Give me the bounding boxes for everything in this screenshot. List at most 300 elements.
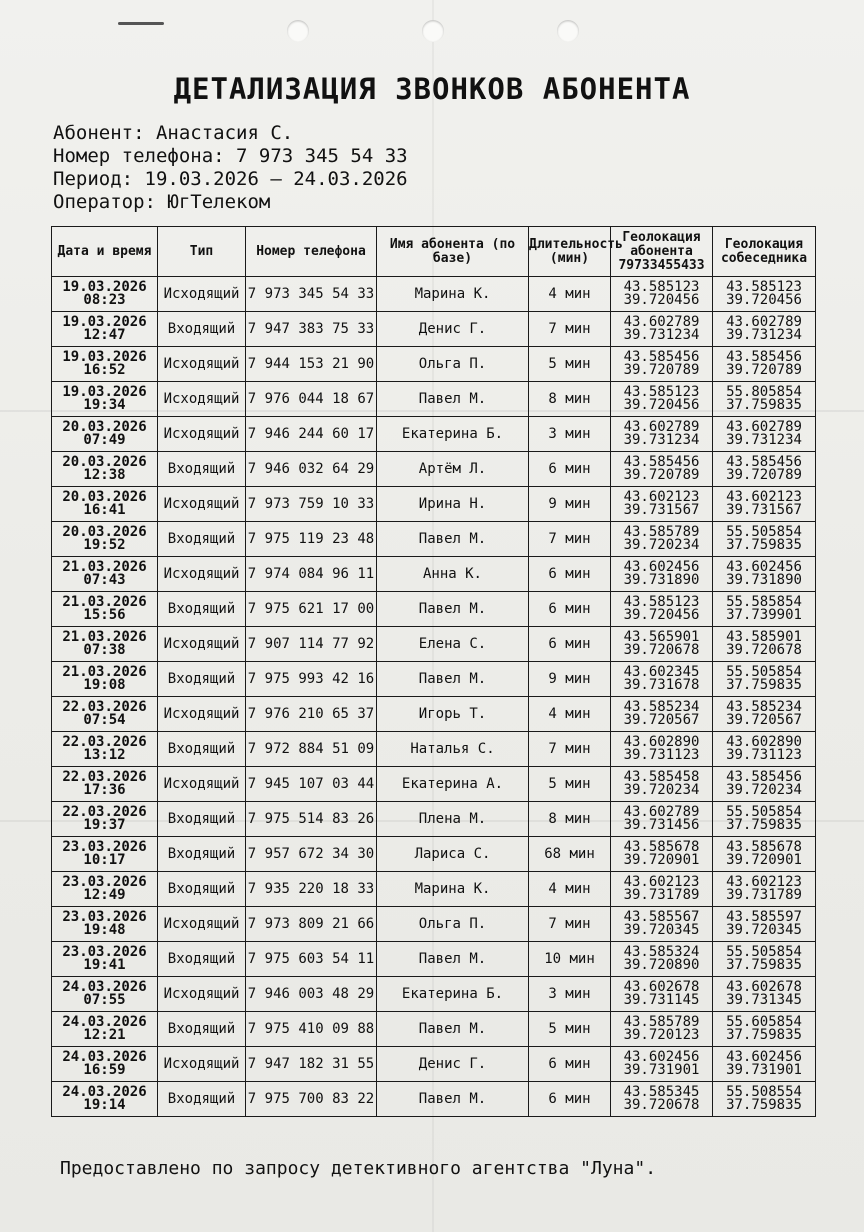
- cell-time: 12:38: [83, 467, 126, 483]
- cell-time: 19:52: [83, 537, 126, 553]
- cell-geo-partner: [713, 557, 816, 592]
- cell-phone: 7 975 621 17 00: [246, 592, 377, 627]
- table-row: [52, 1082, 816, 1117]
- geo-latitude: 43.602123: [726, 874, 802, 890]
- geo-latitude: 43.602789: [726, 314, 802, 330]
- geo-longitude: 39.731890: [623, 572, 700, 588]
- document-title: ДЕТАЛИЗАЦИЯ ЗВОНКОВ АБОНЕНТА: [173, 72, 691, 106]
- cell-name: Марина К.: [377, 277, 529, 312]
- cell-name: Ольга П.: [377, 347, 529, 382]
- geo-latitude: 43.602678: [623, 979, 700, 995]
- geo-longitude: 39.731567: [726, 502, 802, 518]
- table-row: [52, 732, 816, 767]
- cell-datetime: [52, 277, 158, 312]
- geo-longitude: 39.731901: [726, 1062, 802, 1078]
- cell-phone: 7 975 700 83 22: [246, 1082, 377, 1117]
- cell-datetime: [52, 977, 158, 1012]
- geo-latitude: 43.602456: [623, 559, 700, 575]
- cell-geo-partner: [713, 277, 816, 312]
- cell-datetime: [52, 522, 158, 557]
- table-header-row: [52, 227, 816, 277]
- cell-duration: 7 мин: [529, 312, 611, 347]
- geo-longitude: 37.759835: [726, 397, 802, 413]
- cell-duration: 3 мин: [529, 977, 611, 1012]
- cell-geo-partner: [713, 452, 816, 487]
- geo-latitude: 43.585456: [623, 454, 700, 470]
- cell-phone: 7 975 514 83 26: [246, 802, 377, 837]
- geo-latitude: 43.585597: [726, 909, 802, 925]
- cell-geo-partner: [713, 312, 816, 347]
- cell-name: Екатерина А.: [377, 767, 529, 802]
- geo-latitude: 55.605854: [726, 1014, 802, 1030]
- cell-name: Плена М.: [377, 802, 529, 837]
- cell-datetime: [52, 802, 158, 837]
- table-row: [52, 557, 816, 592]
- cell-phone: 7 945 107 03 44: [246, 767, 377, 802]
- cell-phone: 7 946 244 60 17: [246, 417, 377, 452]
- subscriber-name: Абонент: Анастасия С.: [53, 122, 294, 144]
- geo-longitude: 39.720456: [726, 292, 802, 308]
- cell-geo-partner: [713, 627, 816, 662]
- geo-longitude: 39.720234: [726, 782, 802, 798]
- cell-time: 19:41: [83, 957, 126, 973]
- cell-geo-subscriber: [611, 837, 713, 872]
- cell-name: Игорь Т.: [377, 697, 529, 732]
- cell-date: 24.03.2026: [62, 1014, 147, 1030]
- punch-hole: [422, 20, 444, 42]
- cell-duration: 6 мин: [529, 1047, 611, 1082]
- cell-datetime: [52, 592, 158, 627]
- cell-geo-partner: [713, 662, 816, 697]
- table-row: [52, 312, 816, 347]
- cell-time: 07:54: [83, 712, 126, 728]
- geo-longitude: 39.731234: [726, 432, 802, 448]
- cell-date: 24.03.2026: [62, 979, 147, 995]
- cell-type: Входящий: [158, 732, 246, 767]
- cell-phone: 7 975 603 54 11: [246, 942, 377, 977]
- table-row: [52, 942, 816, 977]
- cell-geo-partner: [713, 487, 816, 522]
- geo-longitude: 39.731123: [726, 747, 802, 763]
- punch-hole: [287, 20, 309, 42]
- cell-geo-partner: [713, 382, 816, 417]
- geo-latitude: 43.565901: [623, 629, 700, 645]
- cell-time: 13:12: [83, 747, 126, 763]
- cell-geo-partner: [713, 1082, 816, 1117]
- geo-latitude: 43.602345: [623, 664, 700, 680]
- geo-latitude: 43.585789: [623, 524, 700, 540]
- cell-phone: 7 907 114 77 92: [246, 627, 377, 662]
- geo-latitude: 55.805854: [726, 384, 802, 400]
- geo-longitude: 37.759835: [726, 957, 802, 973]
- cell-duration: 9 мин: [529, 487, 611, 522]
- cell-geo-subscriber: [611, 557, 713, 592]
- cell-type: Входящий: [158, 802, 246, 837]
- cell-date: 20.03.2026: [62, 419, 147, 435]
- geo-longitude: 37.759835: [726, 677, 802, 693]
- cell-phone: 7 935 220 18 33: [246, 872, 377, 907]
- cell-duration: 3 мин: [529, 417, 611, 452]
- cell-geo-partner: [713, 907, 816, 942]
- cell-geo-partner: [713, 1047, 816, 1082]
- geo-latitude: 43.585123: [623, 279, 700, 295]
- cell-datetime: [52, 627, 158, 662]
- geo-longitude: 39.720567: [726, 712, 802, 728]
- cell-geo-subscriber: [611, 522, 713, 557]
- punch-hole: [557, 20, 579, 42]
- cell-geo-subscriber: [611, 802, 713, 837]
- cell-time: 19:14: [83, 1097, 126, 1113]
- cell-geo-partner: [713, 837, 816, 872]
- subscriber-info: [53, 122, 408, 214]
- cell-geo-subscriber: [611, 907, 713, 942]
- cell-geo-subscriber: [611, 1082, 713, 1117]
- cell-time: 07:55: [83, 992, 126, 1008]
- geo-longitude: 39.720234: [623, 782, 700, 798]
- geo-latitude: 55.505854: [726, 944, 802, 960]
- cell-name: Ольга П.: [377, 907, 529, 942]
- table-row: [52, 277, 816, 312]
- cell-name: Наталья С.: [377, 732, 529, 767]
- cell-phone: 7 975 119 23 48: [246, 522, 377, 557]
- cell-datetime: [52, 452, 158, 487]
- cell-datetime: [52, 837, 158, 872]
- cell-geo-partner: [713, 347, 816, 382]
- cell-datetime: [52, 872, 158, 907]
- geo-longitude: 39.720345: [726, 922, 802, 938]
- cell-geo-subscriber: [611, 312, 713, 347]
- geo-latitude: 55.505854: [726, 804, 802, 820]
- geo-latitude: 43.585234: [623, 699, 700, 715]
- cell-type: Входящий: [158, 522, 246, 557]
- cell-geo-partner: [713, 697, 816, 732]
- cell-type: Исходящий: [158, 557, 246, 592]
- cell-geo-partner: [713, 1012, 816, 1047]
- cell-datetime: [52, 662, 158, 697]
- cell-duration: 9 мин: [529, 662, 611, 697]
- cell-time: 16:41: [83, 502, 126, 518]
- cell-time: 08:23: [83, 292, 126, 308]
- header-duration: Длительность (мин): [529, 227, 611, 277]
- cell-type: Исходящий: [158, 767, 246, 802]
- table-row: [52, 487, 816, 522]
- cell-duration: 10 мин: [529, 942, 611, 977]
- call-log-table: [51, 226, 816, 1117]
- cell-phone: 7 947 182 31 55: [246, 1047, 377, 1082]
- geo-latitude: 43.585456: [726, 349, 802, 365]
- table-row: [52, 347, 816, 382]
- cell-type: Входящий: [158, 942, 246, 977]
- cell-type: Исходящий: [158, 417, 246, 452]
- cell-time: 12:47: [83, 327, 126, 343]
- geo-longitude: 39.720456: [623, 292, 700, 308]
- cell-type: Исходящий: [158, 277, 246, 312]
- cell-time: 12:21: [83, 1027, 126, 1043]
- cell-geo-subscriber: [611, 592, 713, 627]
- cell-time: 07:38: [83, 642, 126, 658]
- geo-longitude: 37.739901: [726, 607, 802, 623]
- header-geo-partner: Геолокация собеседника: [713, 227, 816, 277]
- geo-longitude: 39.720789: [726, 362, 802, 378]
- cell-duration: 4 мин: [529, 872, 611, 907]
- cell-duration: 7 мин: [529, 732, 611, 767]
- geo-latitude: 43.585123: [726, 279, 802, 295]
- cell-geo-partner: [713, 942, 816, 977]
- cell-type: Исходящий: [158, 382, 246, 417]
- geo-latitude: 43.585567: [623, 909, 700, 925]
- cell-phone: 7 947 383 75 33: [246, 312, 377, 347]
- cell-date: 20.03.2026: [62, 524, 147, 540]
- cell-date: 22.03.2026: [62, 769, 147, 785]
- cell-datetime: [52, 1082, 158, 1117]
- cell-geo-subscriber: [611, 627, 713, 662]
- table-row: [52, 662, 816, 697]
- geo-latitude: 43.602456: [726, 559, 802, 575]
- cell-geo-subscriber: [611, 1012, 713, 1047]
- cell-duration: 6 мин: [529, 627, 611, 662]
- cell-datetime: [52, 732, 158, 767]
- cell-duration: 5 мин: [529, 347, 611, 382]
- cell-name: Павел М.: [377, 942, 529, 977]
- table-row: [52, 382, 816, 417]
- cell-time: 07:43: [83, 572, 126, 588]
- cell-time: 19:34: [83, 397, 126, 413]
- cell-name: Лариса С.: [377, 837, 529, 872]
- cell-time: 15:56: [83, 607, 126, 623]
- cell-duration: 5 мин: [529, 767, 611, 802]
- header-phone: Номер телефона: [246, 227, 377, 277]
- table-row: [52, 802, 816, 837]
- cell-name: Марина К.: [377, 872, 529, 907]
- cell-date: 22.03.2026: [62, 699, 147, 715]
- cell-geo-subscriber: [611, 1047, 713, 1082]
- geo-longitude: 39.720901: [726, 852, 802, 868]
- geo-longitude: 39.720345: [623, 922, 700, 938]
- operator-name: Оператор: ЮгТелеком: [53, 191, 271, 213]
- cell-type: Входящий: [158, 312, 246, 347]
- geo-latitude: 43.602890: [623, 734, 700, 750]
- header-name: Имя абонента (по базе): [377, 227, 529, 277]
- cell-date: 22.03.2026: [62, 734, 147, 750]
- cell-time: 16:59: [83, 1062, 126, 1078]
- cell-duration: 7 мин: [529, 522, 611, 557]
- cell-duration: 4 мин: [529, 697, 611, 732]
- cell-name: Елена С.: [377, 627, 529, 662]
- cell-duration: 6 мин: [529, 592, 611, 627]
- geo-longitude: 39.720890: [623, 957, 700, 973]
- cell-type: Входящий: [158, 1082, 246, 1117]
- report-period: Период: 19.03.2026 – 24.03.2026: [53, 168, 408, 190]
- cell-duration: 5 мин: [529, 1012, 611, 1047]
- geo-latitude: 43.585123: [623, 384, 700, 400]
- cell-type: Исходящий: [158, 627, 246, 662]
- geo-longitude: 39.720123: [623, 1027, 700, 1043]
- geo-latitude: 43.602890: [726, 734, 802, 750]
- geo-longitude: 39.731901: [623, 1062, 700, 1078]
- cell-date: 24.03.2026: [62, 1084, 147, 1100]
- geo-latitude: 55.505854: [726, 524, 802, 540]
- cell-datetime: [52, 557, 158, 592]
- cell-type: Исходящий: [158, 1047, 246, 1082]
- geo-latitude: 43.602789: [623, 419, 700, 435]
- cell-geo-subscriber: [611, 347, 713, 382]
- cell-datetime: [52, 487, 158, 522]
- geo-longitude: 39.731234: [726, 327, 802, 343]
- cell-name: Павел М.: [377, 662, 529, 697]
- geo-latitude: 43.585901: [726, 629, 802, 645]
- cell-geo-partner: [713, 802, 816, 837]
- header-datetime: Дата и время: [52, 227, 158, 277]
- cell-geo-subscriber: [611, 277, 713, 312]
- geo-latitude: 43.585458: [623, 769, 700, 785]
- cell-time: 19:08: [83, 677, 126, 693]
- geo-latitude: 55.505854: [726, 664, 802, 680]
- cell-date: 23.03.2026: [62, 874, 147, 890]
- cell-duration: 68 мин: [529, 837, 611, 872]
- geo-latitude: 43.585234: [726, 699, 802, 715]
- table-row: [52, 977, 816, 1012]
- cell-name: Екатерина Б.: [377, 417, 529, 452]
- cell-date: 19.03.2026: [62, 349, 147, 365]
- geo-longitude: 39.720678: [623, 642, 700, 658]
- geo-latitude: 43.602678: [726, 979, 802, 995]
- cell-name: Денис Г.: [377, 312, 529, 347]
- geo-latitude: 43.602789: [623, 804, 700, 820]
- cell-geo-subscriber: [611, 732, 713, 767]
- cell-geo-subscriber: [611, 662, 713, 697]
- cell-type: Исходящий: [158, 487, 246, 522]
- cell-name: Павел М.: [377, 1082, 529, 1117]
- cell-geo-subscriber: [611, 487, 713, 522]
- cell-datetime: [52, 907, 158, 942]
- cell-phone: 7 946 032 64 29: [246, 452, 377, 487]
- cell-type: Входящий: [158, 662, 246, 697]
- geo-longitude: 39.731789: [623, 887, 700, 903]
- cell-date: 19.03.2026: [62, 279, 147, 295]
- geo-latitude: 43.585456: [623, 349, 700, 365]
- cell-geo-subscriber: [611, 382, 713, 417]
- cell-date: 22.03.2026: [62, 804, 147, 820]
- geo-longitude: 39.731890: [726, 572, 802, 588]
- cell-name: Павел М.: [377, 592, 529, 627]
- cell-date: 24.03.2026: [62, 1049, 147, 1065]
- cell-date: 19.03.2026: [62, 314, 147, 330]
- subscriber-phone: Номер телефона: 7 973 345 54 33: [53, 145, 408, 167]
- cell-type: Входящий: [158, 452, 246, 487]
- geo-longitude: 39.731123: [623, 747, 700, 763]
- header-geo-subscriber: Геолокация абонента 79733455433: [611, 227, 713, 277]
- table-row: [52, 837, 816, 872]
- table-row: [52, 767, 816, 802]
- cell-name: Екатерина Б.: [377, 977, 529, 1012]
- geo-longitude: 39.731678: [623, 677, 700, 693]
- cell-datetime: [52, 312, 158, 347]
- geo-longitude: 39.731234: [623, 432, 700, 448]
- cell-time: 12:49: [83, 887, 126, 903]
- cell-datetime: [52, 417, 158, 452]
- geo-longitude: 39.720789: [726, 467, 802, 483]
- cell-phone: 7 946 003 48 29: [246, 977, 377, 1012]
- cell-date: 23.03.2026: [62, 909, 147, 925]
- staple-mark: [118, 22, 164, 25]
- geo-longitude: 39.720567: [623, 712, 700, 728]
- geo-latitude: 43.602123: [726, 489, 802, 505]
- cell-geo-subscriber: [611, 942, 713, 977]
- geo-longitude: 37.759835: [726, 537, 802, 553]
- cell-duration: 6 мин: [529, 452, 611, 487]
- cell-time: 10:17: [83, 852, 126, 868]
- cell-geo-partner: [713, 872, 816, 907]
- geo-longitude: 39.731567: [623, 502, 700, 518]
- geo-longitude: 37.759835: [726, 1027, 802, 1043]
- header-type: Тип: [158, 227, 246, 277]
- geo-latitude: 43.585324: [623, 944, 700, 960]
- geo-latitude: 43.602456: [726, 1049, 802, 1065]
- cell-type: Исходящий: [158, 697, 246, 732]
- cell-type: Исходящий: [158, 347, 246, 382]
- cell-duration: 6 мин: [529, 557, 611, 592]
- cell-name: Павел М.: [377, 522, 529, 557]
- cell-geo-subscriber: [611, 417, 713, 452]
- cell-date: 21.03.2026: [62, 559, 147, 575]
- geo-latitude: 43.602123: [623, 874, 700, 890]
- cell-name: Анна К.: [377, 557, 529, 592]
- geo-longitude: 39.720901: [623, 852, 700, 868]
- geo-latitude: 55.508554: [726, 1084, 802, 1100]
- cell-phone: 7 972 884 51 09: [246, 732, 377, 767]
- geo-latitude: 43.585678: [726, 839, 802, 855]
- cell-date: 20.03.2026: [62, 454, 147, 470]
- cell-geo-subscriber: [611, 767, 713, 802]
- cell-geo-subscriber: [611, 977, 713, 1012]
- cell-type: Входящий: [158, 872, 246, 907]
- cell-date: 19.03.2026: [62, 384, 147, 400]
- cell-type: Исходящий: [158, 977, 246, 1012]
- cell-datetime: [52, 767, 158, 802]
- cell-name: Денис Г.: [377, 1047, 529, 1082]
- cell-geo-partner: [713, 417, 816, 452]
- cell-geo-partner: [713, 732, 816, 767]
- cell-type: Входящий: [158, 837, 246, 872]
- cell-duration: 8 мин: [529, 802, 611, 837]
- geo-longitude: 39.720456: [623, 397, 700, 413]
- table-row: [52, 417, 816, 452]
- cell-duration: 8 мин: [529, 382, 611, 417]
- table-row: [52, 907, 816, 942]
- geo-latitude: 43.585345: [623, 1084, 700, 1100]
- geo-latitude: 43.585456: [726, 454, 802, 470]
- cell-datetime: [52, 697, 158, 732]
- table-row: [52, 1012, 816, 1047]
- cell-time: 19:48: [83, 922, 126, 938]
- cell-date: 20.03.2026: [62, 489, 147, 505]
- cell-geo-partner: [713, 522, 816, 557]
- cell-name: Артём Л.: [377, 452, 529, 487]
- cell-geo-partner: [713, 592, 816, 627]
- geo-latitude: 55.585854: [726, 594, 802, 610]
- table-row: [52, 1047, 816, 1082]
- cell-duration: 7 мин: [529, 907, 611, 942]
- cell-time: 19:37: [83, 817, 126, 833]
- geo-longitude: 37.759835: [726, 1097, 802, 1113]
- geo-longitude: 39.731145: [623, 992, 700, 1008]
- cell-geo-subscriber: [611, 872, 713, 907]
- geo-longitude: 39.731789: [726, 887, 802, 903]
- geo-latitude: 43.602123: [623, 489, 700, 505]
- geo-longitude: 39.731456: [623, 817, 700, 833]
- geo-latitude: 43.585789: [623, 1014, 700, 1030]
- cell-datetime: [52, 1047, 158, 1082]
